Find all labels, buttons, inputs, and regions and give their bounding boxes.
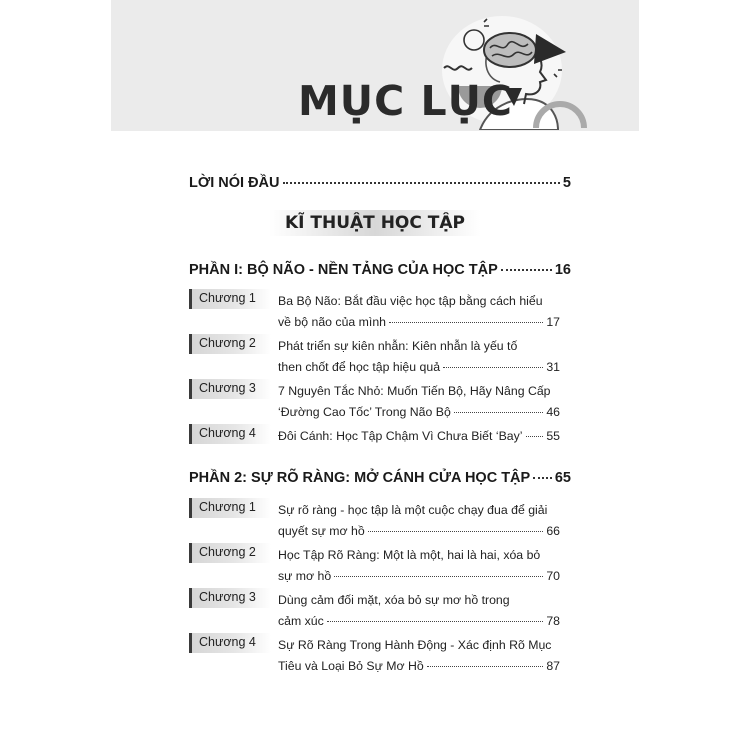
dot-leader — [389, 322, 543, 323]
chapter-tag: Chương 3 — [189, 588, 271, 608]
chapter-title-line-1: Sự rõ ràng - học tập là một cuộc chạy đua để giải — [278, 503, 548, 517]
chapter-title-line-2: cảm xúc 78 — [278, 611, 560, 632]
chapter-title-line-1: Sự Rõ Ràng Trong Hành Động - Xác định Rõ Mục — [278, 638, 552, 652]
dot-leader — [327, 621, 544, 622]
chapter-page: 55 — [546, 429, 560, 443]
part-label: PHẦN I: BỘ NÃO - NỀN TẢNG CỦA HỌC TẬP — [189, 262, 498, 278]
dot-leader — [526, 436, 544, 437]
part-page: 65 — [554, 470, 571, 486]
chapter-tag: Chương 4 — [189, 424, 271, 444]
dot-leader — [454, 412, 543, 413]
page-title: MỤC LỤC — [298, 77, 513, 125]
chapter-title-line-1: Phát triển sự kiên nhẫn: Kiên nhẫn là yếu tố — [278, 339, 518, 353]
chapter-title-line-1: Đôi Cánh: Học Tập Chậm Vì Chưa Biết ‘Bay’ 55 — [278, 426, 560, 447]
chapter-title-line-1: Ba Bộ Não: Bắt đầu việc học tập bằng cách hiểu — [278, 294, 543, 308]
preface-page: 5 — [562, 175, 571, 191]
dot-leader — [533, 477, 552, 479]
chapter-text — [278, 500, 560, 542]
dot-leader — [368, 531, 544, 532]
section-title: KĨ THUẬT HỌC TẬP — [284, 213, 465, 233]
chapter-text — [278, 545, 560, 587]
dot-leader — [443, 367, 543, 368]
toc-part-1[interactable] — [189, 262, 571, 284]
chapter-text — [278, 336, 560, 378]
preface-label: LỜI NÓI ĐẦU — [189, 175, 280, 191]
chapter-title-line-1: Học Tập Rõ Ràng: Một là một, hai là hai, xóa bỏ — [278, 548, 541, 562]
chapter-tag: Chương 4 — [189, 633, 271, 653]
chapter-tag: Chương 2 — [189, 543, 271, 563]
chapter-text — [278, 291, 560, 333]
chapter-title-line-1: 7 Nguyên Tắc Nhỏ: Muốn Tiến Bộ, Hãy Nâng Cấp — [278, 384, 551, 398]
toc-entry-preface[interactable] — [189, 175, 571, 197]
toc-part-2[interactable] — [189, 470, 571, 492]
chapter-page: 70 — [546, 569, 560, 583]
chapter-text — [278, 426, 560, 447]
dot-leader — [283, 182, 560, 184]
dot-leader — [501, 269, 552, 271]
chapter-title-line-2: Tiêu và Loại Bỏ Sự Mơ Hồ 87 — [278, 656, 560, 677]
part-label: PHẦN 2: SỰ RÕ RÀNG: MỞ CÁNH CỬA HỌC TẬP — [189, 470, 531, 486]
chapter-page: 31 — [546, 360, 560, 374]
chapter-page: 87 — [546, 659, 560, 673]
chapter-page: 66 — [546, 524, 560, 538]
chapter-tag: Chương 3 — [189, 379, 271, 399]
part-page: 16 — [554, 262, 571, 278]
chapter-tag: Chương 1 — [189, 289, 271, 309]
chapter-text — [278, 635, 560, 677]
dot-leader — [427, 666, 544, 667]
chapter-title-line-1: Dùng cảm đối mặt, xóa bỏ sự mơ hồ trong — [278, 593, 510, 607]
chapter-title-line-2: ‘Đường Cao Tốc’ Trong Não Bộ 46 — [278, 402, 560, 423]
chapter-title-line-2: sự mơ hồ 70 — [278, 566, 560, 587]
chapter-title-line-2: then chốt để học tập hiệu quả 31 — [278, 357, 560, 378]
chapter-page: 78 — [546, 614, 560, 628]
chapter-title-line-2: quyết sự mơ hồ 66 — [278, 521, 560, 542]
chapter-tag: Chương 2 — [189, 334, 271, 354]
dot-leader — [334, 576, 543, 577]
chapter-text — [278, 381, 560, 423]
chapter-text — [278, 590, 560, 632]
chapter-title-line-2: về bộ não của mình 17 — [278, 312, 560, 333]
chapter-page: 46 — [546, 405, 560, 419]
chapter-page: 17 — [546, 315, 560, 329]
chapter-tag: Chương 1 — [189, 498, 271, 518]
